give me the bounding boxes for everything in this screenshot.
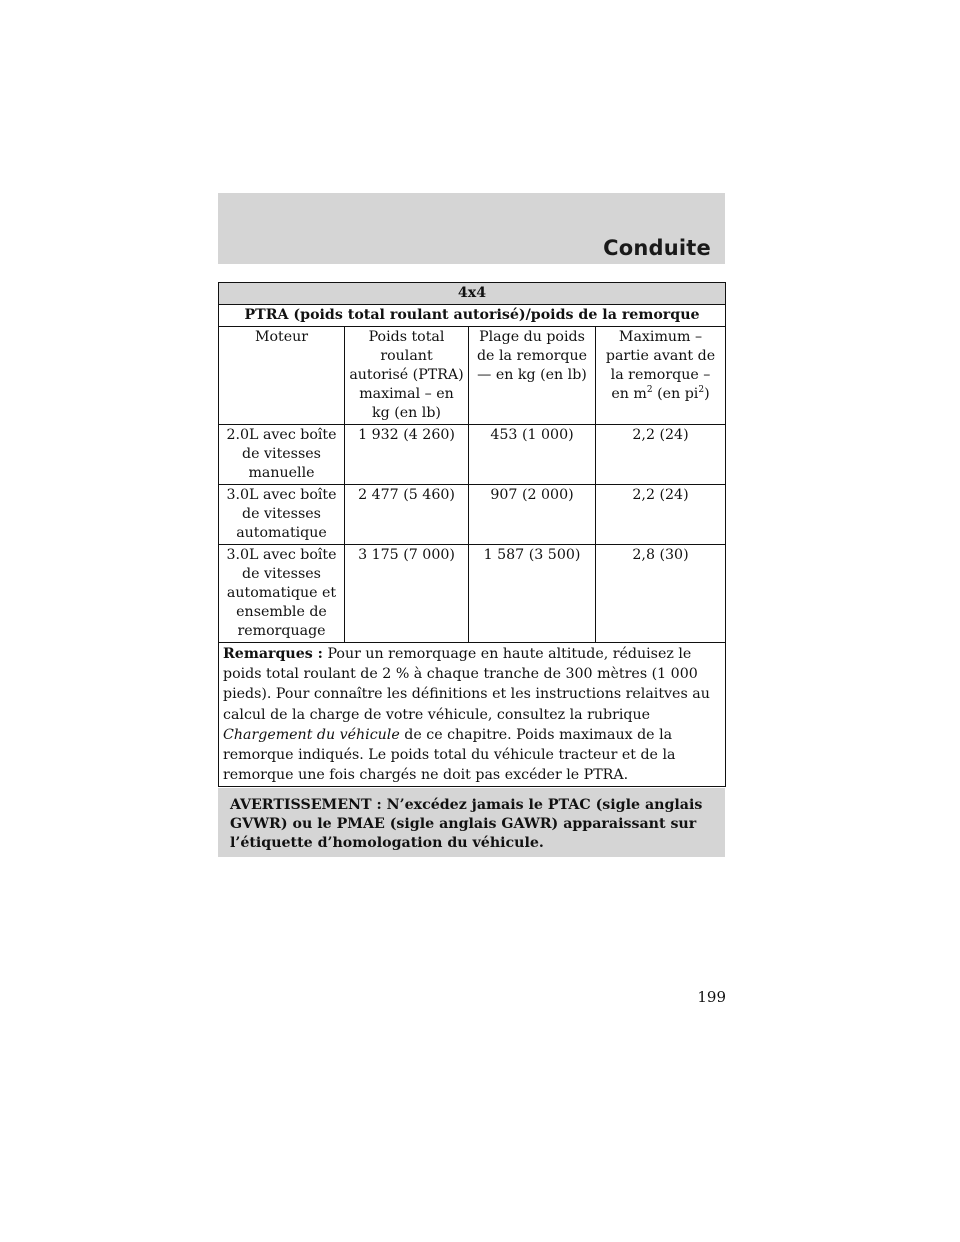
col-engine-header: Moteur [219, 327, 345, 425]
towing-table [218, 282, 726, 787]
frontal-header-mid: (en pi [652, 386, 699, 402]
frontal-area-cell: 2,2 (24) [596, 425, 726, 485]
section-title: Conduite [603, 236, 711, 260]
frontal-header-text: Maximum – partie avant de la remorque – en m [605, 329, 716, 402]
frontal-area-cell: 2,8 (30) [596, 545, 726, 643]
warning-text: AVERTISSEMENT : N’excédez jamais le PTAC (sigle anglais GVWR) ou le PMAE (sigle anglais GAWR) apparaissant sur l’étiquette d’homologation du véhicule. [230, 797, 703, 851]
table-subtitle: PTRA (poids total roulant autorisé)/poids de la remorque [219, 305, 726, 327]
notes-crossref: Chargement du véhicule [223, 726, 400, 743]
column-header-row [219, 327, 726, 425]
warning-box [218, 788, 725, 857]
frontal-header-sup-1: 2 [646, 385, 653, 395]
trailer-weight-cell: 907 (2 000) [469, 485, 596, 545]
notes-cell [219, 643, 726, 787]
trailer-weight-cell: 1 587 (3 500) [469, 545, 596, 643]
table-row [219, 485, 726, 545]
engine-cell: 2.0L avec boîte de vitesses manuelle [219, 425, 345, 485]
table-row [219, 425, 726, 485]
engine-cell: 3.0L avec boîte de vitesses automatique [219, 485, 345, 545]
col-frontal-area-header [596, 327, 726, 425]
frontal-header-end: ) [704, 386, 710, 402]
gcwr-cell: 2 477 (5 460) [345, 485, 469, 545]
col-trailer-weight-header: Plage du poids de la remorque — en kg (en lb) [469, 327, 596, 425]
notes-label: Remarques : [223, 646, 323, 662]
frontal-header-sup-2: 2 [698, 385, 705, 395]
gcwr-cell: 3 175 (7 000) [345, 545, 469, 643]
page-number: 199 [697, 988, 726, 1006]
frontal-area-cell: 2,2 (24) [596, 485, 726, 545]
table-subtitle-row [219, 305, 726, 327]
section-header [218, 193, 725, 264]
notes-text-1: Pour un remorquage en haute altitude, réduisez le poids total roulant de 2 % à chaque tranche de 300 mètres (1 000 pieds). Pour connaître les définitions et les instructions relaitves au calcul de la charge de votre véhicule, consultez la rubrique [223, 646, 710, 723]
trailer-weight-cell: 453 (1 000) [469, 425, 596, 485]
notes-row [219, 643, 726, 787]
table-title-row [219, 283, 726, 305]
drive-type-heading: 4x4 [219, 283, 726, 305]
engine-cell: 3.0L avec boîte de vitesses automatique et ensemble de remorquage [219, 545, 345, 643]
col-gcwr-header: Poids total roulant autorisé (PTRA) maximal – en kg (en lb) [345, 327, 469, 425]
table-row [219, 545, 726, 643]
gcwr-cell: 1 932 (4 260) [345, 425, 469, 485]
notes-text-2: de ce chapitre. Poids maximaux de la remorque indiqués. Le poids total du véhicule tracteur et de la remorque une fois chargés ne doit pas excéder le PTRA. [223, 726, 676, 784]
